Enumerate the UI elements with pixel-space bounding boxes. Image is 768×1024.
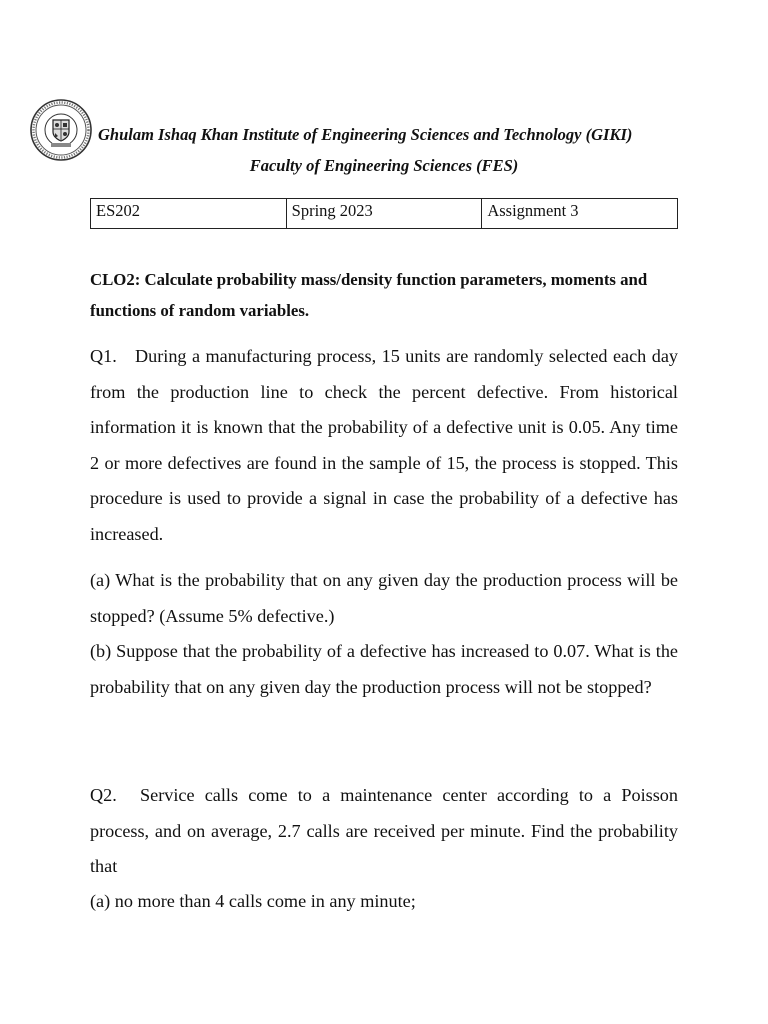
question-2 [90, 778, 678, 885]
question-2-text: Service calls come to a maintenance center according to a Poisson process, and on average, 2.7 calls are received per minute. Find the probability that [90, 785, 678, 876]
course-info-table [90, 198, 678, 229]
assignment-cell: Assignment 3 [482, 199, 678, 229]
course-code-cell: ES202 [91, 199, 287, 229]
question-2-part-a: (a) no more than 4 calls come in any minute; [90, 891, 416, 911]
question-1-text: During a manufacturing process, 15 units are randomly selected each day from the production line to check the percent defective. From historical information it is known that the probability of a defective unit is 0.05. Any time 2 or more defectives are found in the sample of 15, the process is stopped. This procedure is used to provide a signal in case the probability of a defective has increased. [90, 346, 678, 544]
question-1-number: Q1. [90, 346, 117, 366]
question-1-part-b: (b) Suppose that the probability of a defective has increased to 0.07. What is the probability that on any given day the production process will not be stopped? [90, 641, 678, 697]
question-2-number: Q2. [90, 785, 117, 805]
giki-seal-logo [29, 98, 93, 162]
question-1 [90, 339, 678, 552]
faculty-name: Faculty of Engineering Sciences (FES) [249, 156, 519, 175]
semester-cell: Spring 2023 [286, 199, 482, 229]
clo-statement: CLO2: Calculate probability mass/density function parameters, moments and functions of random variables. [90, 270, 648, 320]
question-1-part-a: (a) What is the probability that on any given day the production process will be stopped? (Assume 5% defective.) [90, 570, 678, 626]
table-row [91, 199, 678, 229]
institute-name: Ghulam Ishaq Khan Institute of Engineering Sciences and Technology (GIKI) [98, 125, 633, 144]
